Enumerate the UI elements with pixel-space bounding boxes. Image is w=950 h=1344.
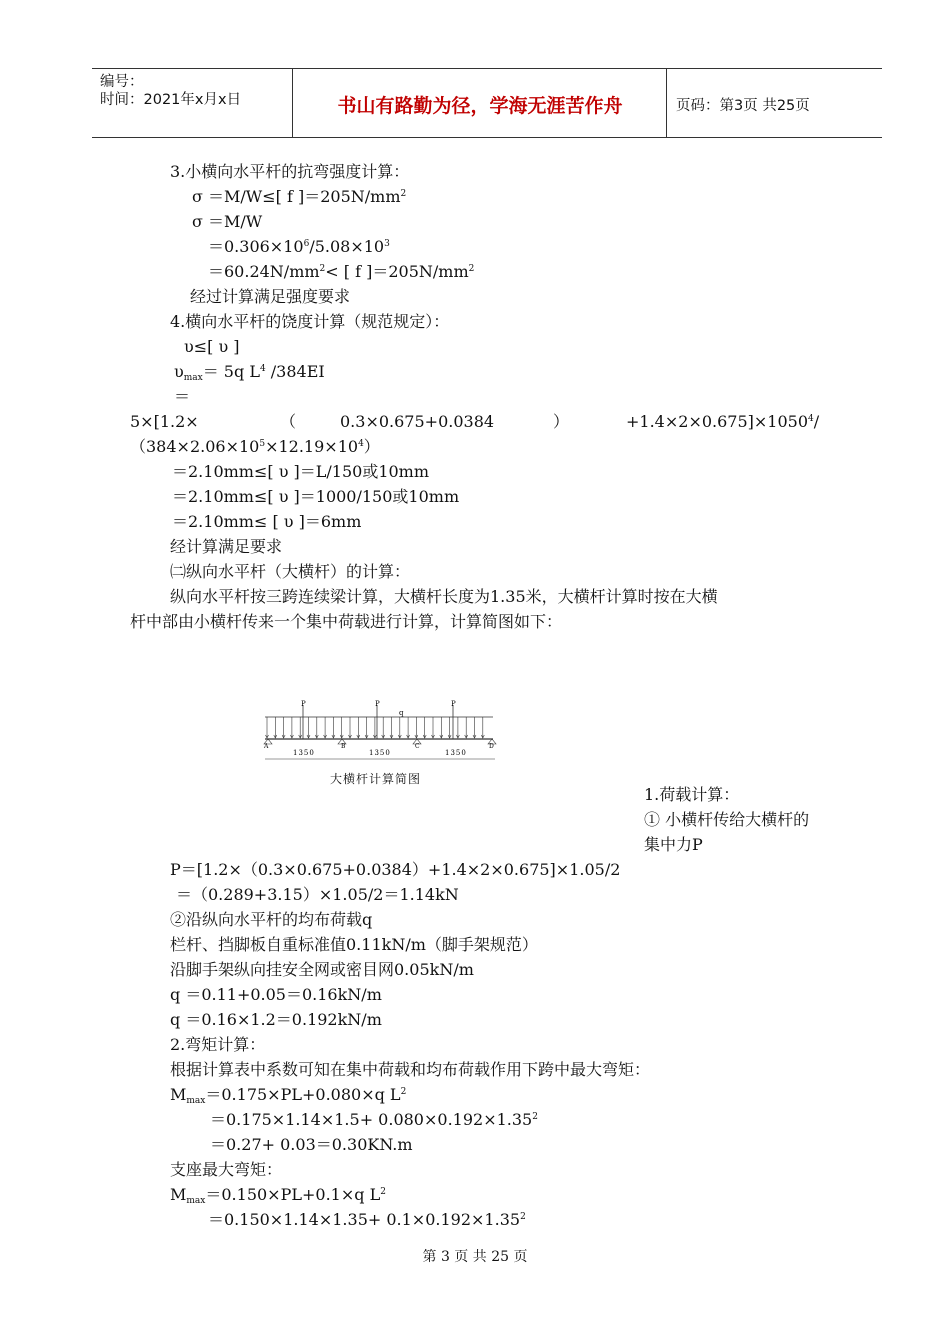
- text-line: 2.弯矩计算：: [170, 1035, 266, 1054]
- span-label: 1350: [293, 749, 315, 757]
- text-line: q ＝0.11+0.05＝0.16kN/m: [170, 985, 382, 1004]
- text-line: 4.横向水平杆的饶度计算（规范规定）：: [170, 312, 450, 331]
- page-footer: 第 3 页 共 25 页: [422, 1249, 528, 1265]
- text-line: $M_{max}=0.175\times PL+0.080\times q$ $L^2$: [170, 1085, 407, 1106]
- support-label: D: [489, 743, 494, 750]
- text-line: 支座最大弯矩：: [170, 1160, 283, 1179]
- text-line: υ≤[ υ ]: [184, 337, 240, 356]
- text-line: 经计算满足要求: [170, 537, 283, 556]
- header-divider: [666, 69, 667, 137]
- text-line: 纵向水平杆按三跨连续梁计算，大横杆长度为1.35米，大横杆计算时按在大横: [170, 587, 718, 606]
- header-motto: 书山有路勤为径，学海无涯苦作舟: [337, 95, 623, 117]
- header-page-label: 页码：第3页 共25页: [676, 98, 810, 114]
- text-line: （: [280, 412, 297, 431]
- text-line: ㈡纵向水平杆（大横杆）的计算：: [170, 562, 411, 581]
- text-line: $=0.306\times 10^6/5.08\times 10^3$: [208, 237, 390, 256]
- text-line: $=0.175\times 1.14\times 1.5+ 0.080\times 0.192\times 1.35^2$: [210, 1110, 538, 1129]
- beam-diagram: [255, 695, 505, 765]
- support-label: C: [415, 743, 420, 750]
- text-line: σ ＝M/W: [192, 212, 263, 231]
- load-label-q: q: [399, 709, 404, 717]
- span-label: 1350: [445, 749, 467, 757]
- text-line: $\upsilon_{max}= 5q$ $L^4$ /384EI: [174, 362, 325, 383]
- support-label: B: [341, 743, 346, 750]
- text-line: 根据计算表中系数可知在集中荷载和均布荷载作用下跨中最大弯矩：: [170, 1060, 651, 1079]
- text-line: ＝0.27+ 0.03＝0.30KN.m: [210, 1135, 413, 1154]
- text-line: σ ＝M/W≤[ f ]$=205N/mm^2$: [192, 187, 407, 206]
- text-line: 杆中部由小横杆传来一个集中荷载进行计算，计算简图如下：: [130, 612, 563, 631]
- span-label: 1350: [369, 749, 391, 757]
- text-line: 经过计算满足强度要求: [190, 287, 351, 306]
- text-line: 栏杆、挡脚板自重标准值0.11kN/m（脚手架规范）: [170, 935, 538, 954]
- text-line: ① 小横杆传给大横杆的: [644, 810, 810, 829]
- text-line: 1.荷载计算：: [644, 785, 740, 804]
- load-label-p: P: [375, 700, 380, 708]
- page-header: [92, 68, 882, 138]
- text-line: 0.3×0.675+0.0384: [340, 412, 495, 431]
- text-line: 集中力P: [644, 835, 703, 854]
- text-line: ②沿纵向水平杆的均布荷载q: [170, 910, 373, 929]
- text-line: 3.小横向水平杆的抗弯强度计算：: [170, 162, 410, 181]
- time-label: 时间：2021年x月x日: [100, 92, 242, 108]
- text-line: $(384\times 2.06\times 10^5\times 12.19\times 10^4)$: [130, 437, 380, 456]
- text-line: $=60.24N/mm^2<$ [ f ]$=205N/mm^2$: [208, 262, 475, 281]
- text-line: $+1.4\times 2\times 0.675]\times 1050^4/$: [626, 412, 820, 431]
- text-line: q ＝0.16×1.2＝0.192kN/m: [170, 1010, 382, 1029]
- text-line: $=0.150\times 1.14\times 1.35+ 0.1\times 0.192\times 1.35^2$: [208, 1210, 526, 1229]
- text-line: 5×[1.2×: [130, 412, 199, 431]
- load-label-p: P: [301, 700, 306, 708]
- text-line: ）: [553, 412, 570, 431]
- text-line: ＝2.10mm≤ [ υ ]＝6mm: [172, 512, 362, 531]
- text-line: ＝2.10mm≤[ υ ]＝L/150或10mm: [172, 462, 430, 481]
- load-label-p: P: [451, 700, 456, 708]
- text-line: 沿脚手架纵向挂安全网或密目网0.05kN/m: [170, 960, 474, 979]
- code-label: 编号：: [100, 74, 144, 90]
- text-line: ＝（0.289+3.15）×1.05/2＝1.14kN: [176, 885, 459, 904]
- diagram-caption: 大横杆计算简图: [330, 772, 422, 786]
- text-line: P＝[1.2×（0.3×0.675+0.0384）+1.4×2×0.675]×1.05/2: [170, 860, 621, 879]
- text-line: $M_{max}=0.150\times PL+0.1\times q$ $L^2$: [170, 1185, 386, 1206]
- support-label: A: [264, 743, 269, 750]
- header-meta: [100, 73, 241, 109]
- header-divider: [292, 69, 293, 137]
- text-line: ＝: [174, 387, 191, 406]
- text-line: ＝2.10mm≤[ υ ]＝1000/150或10mm: [172, 487, 460, 506]
